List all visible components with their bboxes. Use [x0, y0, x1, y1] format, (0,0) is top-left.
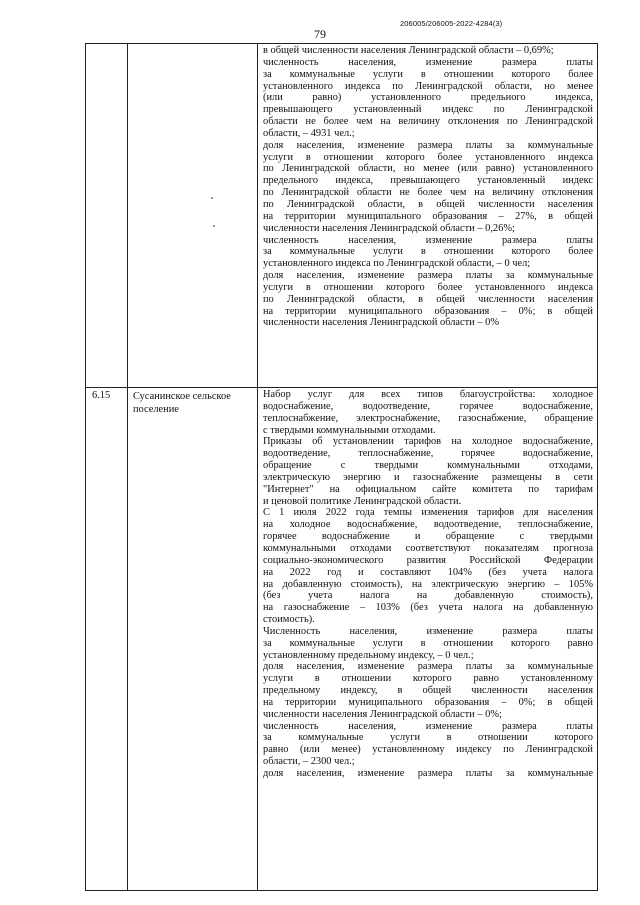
text-line: на холодное водоснабжение, водоотведение, теплоснабжение,	[263, 519, 593, 531]
text-line: С 1 июля 2022 года темпы изменения тарифов для населения	[263, 507, 593, 519]
text-line: по Ленинградской области, в общей численности населения	[263, 198, 593, 210]
text-line: численность населения, изменение размера платы	[263, 720, 593, 732]
text-line: (без учета налога на добавленную стоимость),	[263, 590, 593, 602]
text-line: в общей численности населения Ленинградской области – 0,69%;	[263, 45, 554, 56]
text-line: услуги в отношении которого равно установленному	[263, 673, 593, 685]
text-line: и ценовой политике Ленинградской области.	[263, 495, 462, 507]
text-line: численности населения Ленинградской области – 0,26%;	[263, 222, 515, 234]
description-cell	[258, 44, 598, 388]
text-line: за коммунальные услуги в отношении которого	[263, 732, 593, 744]
text-line: доля населения, изменение размера платы за коммунальные	[263, 768, 593, 779]
text-line: на газоснабжение – 103% (без учета налога на добавленную	[263, 602, 593, 614]
text-line: области не более чем на величину отклонения по Ленинградской	[263, 116, 593, 128]
text-line: по Ленинградской области не более чем на величину отклонения	[263, 187, 593, 199]
text-line: по Ленинградской области, в общей численности населения	[263, 293, 593, 305]
table-row-6-15	[86, 388, 598, 891]
text-line: теплоснабжение, электроснабжение, газоснабжение, обращение	[263, 412, 593, 424]
text-line: с твердыми коммунальными отходами.	[263, 424, 436, 436]
text-line: области, – 2300 чел.;	[263, 756, 355, 768]
text-line: Набор услуг для всех типов благоустройства: холодное	[263, 389, 593, 400]
text-line: установленного индекса по Ленинградской области, но менее	[263, 80, 593, 92]
document-code: 206005/206005-2022-4284(3)	[400, 19, 503, 28]
text-line: социально-экономического развития Российской Федерации	[263, 554, 593, 566]
text-line: численность населения, изменение размера платы	[263, 234, 593, 246]
row-number-cell: 6.15	[86, 388, 128, 891]
text-line: установленного индекса по Ленинградской области, – 0 чел;	[263, 258, 531, 270]
text-line: доля населения, изменение размера платы за коммунальные	[263, 661, 593, 673]
text-line: за коммунальные услуги в отношении которого равно	[263, 637, 593, 649]
text-line: предельному индексу, в общей численности населения	[263, 685, 593, 697]
scan-speck	[211, 197, 213, 199]
page-number: 79	[314, 27, 326, 41]
text-line: численности населения Ленинградской области – 0%;	[263, 708, 502, 720]
text-line: обращение с твердыми коммунальными отходами,	[263, 460, 593, 472]
description-cell	[258, 388, 598, 891]
text-line: равно (или менее) установленному индексу по Ленинградской	[263, 744, 593, 756]
text-line: водоотведение, теплоснабжение, горячее водоснабжение,	[263, 448, 593, 460]
text-line: стоимость).	[263, 614, 315, 626]
text-line: (или равно) установленного предельного индекса,	[263, 92, 593, 104]
text-line: области, – 4931 чел.;	[263, 127, 355, 139]
text-line: на 2022 год и составляют 104% (без учета налога	[263, 566, 593, 578]
text-line: на территории муниципального образования – 0%; в общей	[263, 696, 593, 708]
row-number-cell	[86, 44, 128, 388]
settlement-name-cell	[128, 44, 258, 388]
text-line: коммунальными отходами соответствуют показателям прогноза	[263, 542, 593, 554]
settlement-name-cell: Сусанинское сельское поселение	[128, 388, 258, 891]
text-line: за коммунальные услуги в отношении которого более	[263, 246, 593, 258]
text-line: горячее водоснабжение и обращение с твердыми	[263, 531, 593, 543]
text-line: Численность населения, изменение размера платы	[263, 625, 593, 637]
table-row-continued	[86, 44, 598, 388]
text-line: превышающего установленный индекс по Ленинградской	[263, 104, 593, 116]
text-line: доля населения, изменение размера платы за коммунальные	[263, 139, 593, 151]
text-line: на территории муниципального образования – 27%, в общей	[263, 210, 593, 222]
text-line: по Ленинградской области, но менее (или равно) установленного	[263, 163, 593, 175]
text-line: электрическую энергию и газоснабжение размещены в сети	[263, 471, 593, 483]
text-line: установленному предельному индексу, – 0 чел.;	[263, 649, 474, 661]
text-line: предельного индекса, превышающего установленный индекс	[263, 175, 593, 187]
text-line: на территории муниципального образования – 0%; в общей	[263, 305, 593, 317]
text-line: численности населения Ленинградской области – 0%	[263, 317, 499, 329]
text-line: за коммунальные услуги в отношении которого более	[263, 68, 593, 80]
text-line: "Интернет" на официальном сайте комитета по тарифам	[263, 483, 593, 495]
text-line: на добавленную стоимость), на электрическую энергию – 105%	[263, 578, 593, 590]
text-line: услуги в отношении которого более установленного индекса	[263, 151, 593, 163]
text-line: Приказы об установлении тарифов на холодное водоснабжение,	[263, 436, 593, 448]
scan-speck	[213, 225, 215, 227]
text-line: водоснабжение, водоотведение, горячее водоснабжение,	[263, 400, 593, 412]
text-line: услуги в отношении которого более установленного индекса	[263, 281, 593, 293]
text-line: численность населения, изменение размера платы	[263, 56, 593, 68]
services-table	[85, 43, 598, 891]
text-line: доля населения, изменение размера платы за коммунальные	[263, 270, 593, 282]
